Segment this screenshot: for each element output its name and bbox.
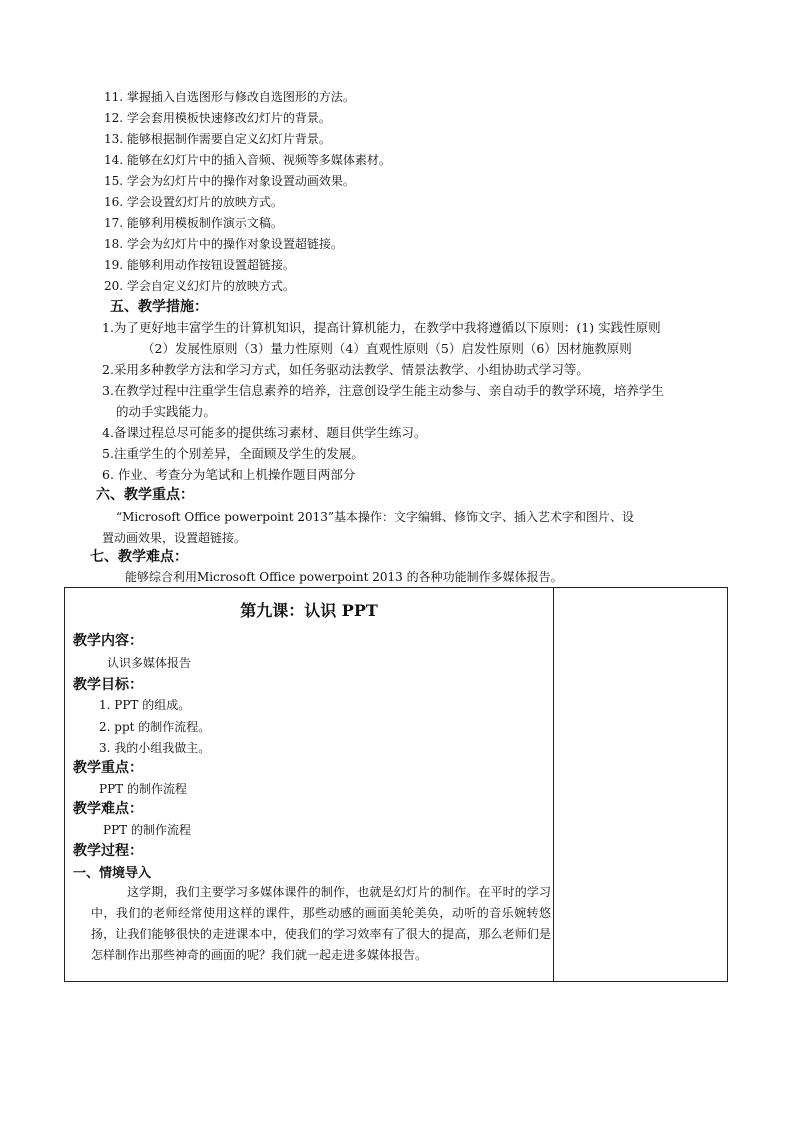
measure-item: 的动手实践能力。 xyxy=(116,404,217,419)
objective-item: 16. 学会设置幻灯片的放映方式。 xyxy=(104,195,283,209)
step-text: 这学期，我们主要学习多媒体课件的制作，也就是幻灯片的制作。在平时的学习中，我们的老师经常使用这样的课件，那些动感的画面美轮美奂，动听的音乐婉转悠扬，让我们能够很快的走进课本中，使我们的学习效率有了很大的提高，那么老师们是怎样制作出那些神奇的画面的呢？我们就一起走进多媒体报告。 xyxy=(91,885,551,962)
key-points-text: 置动画效果，设置超链接。 xyxy=(102,531,247,545)
key-points-text: “Microsoft Office powerpoint 2013”基本操作：文字编辑、修饰文字、插入艺术字和图片、设 xyxy=(116,510,635,524)
lesson-title: 第九课：认识 PPT xyxy=(240,601,378,620)
goal-item: 1. PPT 的组成。 xyxy=(99,698,191,712)
measure-item: 2.采用多种教学方法和学习方式，如任务驱动法教学、情景法教学、小组协助式学习等。 xyxy=(102,362,589,377)
difficulty-heading: 教学难点： xyxy=(73,801,143,817)
goals-heading: 教学目标： xyxy=(73,677,143,693)
objective-item: 15. 学会为幻灯片中的操作对象设置动画效果。 xyxy=(104,174,355,188)
section-title-key-points: 六、教学重点： xyxy=(96,487,194,503)
objective-item: 20. 学会自定义幻灯片的放映方式。 xyxy=(104,279,295,293)
lesson-plan-table xyxy=(64,587,728,982)
measure-item: 5.注重学生的个别差异，全面顾及学生的发展。 xyxy=(102,446,364,461)
section-title-difficulties: 七、教学难点： xyxy=(90,549,188,565)
measure-item: 1.为了更好地丰富学生的计算机知识，提高计算机能力，在教学中我将遵循以下原则：(1) 实践性原则 xyxy=(102,320,661,335)
key-heading: 教学重点： xyxy=(73,760,143,776)
content-text: 认识多媒体报告 xyxy=(107,656,192,670)
step-heading: 一、情境导入 xyxy=(73,866,152,881)
content-heading: 教学内容： xyxy=(73,633,143,649)
objective-item: 12. 学会套用模板快速修改幻灯片的背景。 xyxy=(104,111,331,125)
difficulties-text: 能够综合利用Microsoft Office powerpoint 2013 的各种功能制作多媒体报告。 xyxy=(125,570,563,584)
goal-item: 3. 我的小组我做主。 xyxy=(99,741,211,755)
measure-item: 4.备课过程总尽可能多的提供练习素材、题目供学生练习。 xyxy=(102,425,427,440)
objective-item: 18. 学会为幻灯片中的操作对象设置超链接。 xyxy=(104,237,343,251)
measure-item: 3.在教学过程中注重学生信息素养的培养，注意创设学生能主动参与、亲自动手的教学环境，培养学生 xyxy=(102,383,664,398)
objective-item: 17. 能够利用模板制作演示文稿。 xyxy=(104,216,283,230)
objective-item: 11. 掌握插入自选图形与修改自选图形的方法。 xyxy=(104,90,355,104)
objective-item: 14. 能够在幻灯片中的插入音频、视频等多媒体素材。 xyxy=(104,153,391,167)
difficulty-text: PPT 的制作流程 xyxy=(103,823,191,837)
key-text: PPT 的制作流程 xyxy=(99,782,187,796)
objective-item: 13. 能够根据制作需要自定义幻灯片背景。 xyxy=(104,132,331,146)
notes-cell xyxy=(554,588,727,981)
measure-item: （2）发展性原则（3）量力性原则（4）直观性原则（5）启发性原则（6）因材施教原则 xyxy=(142,341,632,356)
section-title-measures: 五、教学措施： xyxy=(110,299,208,315)
measure-item: 6. 作业、考查分为笔试和上机操作题目两部分 xyxy=(102,467,356,482)
goal-item: 2. ppt 的制作流程。 xyxy=(99,720,211,734)
process-heading: 教学过程： xyxy=(73,843,143,859)
objective-item: 19. 能够利用动作按钮设置超链接。 xyxy=(104,258,295,272)
